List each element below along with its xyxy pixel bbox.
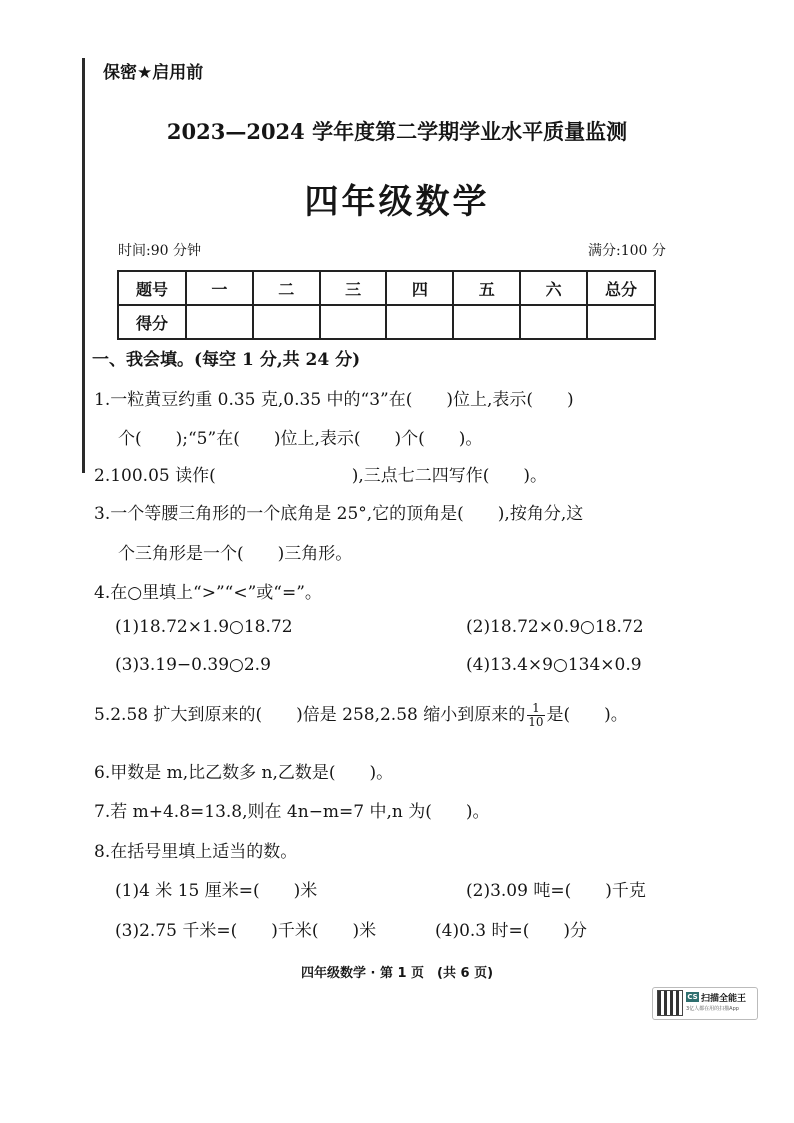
score-entry-cell[interactable] bbox=[520, 305, 587, 339]
scanner-app-name: 扫描全能王 bbox=[701, 994, 747, 1004]
question-7: 7.若 m+4.8=13.8,则在 4n−m=7 中,n 为( )。 bbox=[94, 802, 490, 822]
score-entry-cell[interactable] bbox=[587, 305, 655, 339]
table-cell: 得分 bbox=[118, 305, 186, 339]
table-cell: 五 bbox=[453, 271, 520, 305]
question-6: 6.甲数是 m,比乙数多 n,乙数是( )。 bbox=[94, 763, 394, 783]
question-8-part-2: (2)3.09 吨=( )千克 bbox=[466, 881, 646, 901]
score-entry-cell[interactable] bbox=[186, 305, 253, 339]
one-tenth-fraction bbox=[527, 702, 544, 729]
question-2: 2.100.05 读作( ),三点七二四写作( )。 bbox=[94, 466, 548, 486]
table-cell: 总分 bbox=[587, 271, 655, 305]
score-table-header-row bbox=[118, 271, 655, 305]
question-3-line-1: 3.一个等腰三角形的一个底角是 25°,它的顶角是( ),按角分,这 bbox=[94, 504, 584, 524]
question-1-line-1: 1.一粒黄豆约重 0.35 克,0.35 中的“3”在( )位上,表示( ) bbox=[94, 390, 574, 410]
score-table-score-row bbox=[118, 305, 655, 339]
confidential-label: 保密★启用前 bbox=[103, 63, 204, 83]
full-score: 满分:100 分 bbox=[588, 243, 666, 259]
score-entry-cell[interactable] bbox=[453, 305, 520, 339]
question-8: 8.在括号里填上适当的数。 bbox=[94, 842, 298, 862]
question-4: 4.在○里填上“>”“<”或“=”。 bbox=[94, 583, 322, 603]
score-table bbox=[117, 270, 656, 340]
question-4-part-4: (4)13.4×9○134×0.9 bbox=[466, 655, 642, 675]
table-cell: 六 bbox=[520, 271, 587, 305]
table-cell: 四 bbox=[386, 271, 453, 305]
scanner-tagline: 3亿人都在用的扫描App bbox=[686, 1006, 739, 1012]
exam-title: 2023—2024 学年度第二学期学业水平质量监测 bbox=[166, 119, 628, 144]
question-8-part-3: (3)2.75 千米=( )千米( )米 bbox=[115, 921, 377, 941]
question-3-line-2: 个三角形是一个( )三角形。 bbox=[118, 544, 353, 564]
qr-code-icon bbox=[657, 990, 683, 1016]
question-8-part-4: (4)0.3 时=( )分 bbox=[435, 921, 588, 941]
score-entry-cell[interactable] bbox=[253, 305, 320, 339]
camscanner-logo-icon: CS bbox=[687, 993, 698, 1001]
fraction-denominator: 10 bbox=[528, 715, 544, 729]
exam-time: 时间:90 分钟 bbox=[118, 243, 201, 259]
table-cell: 二 bbox=[253, 271, 320, 305]
question-4-part-2: (2)18.72×0.9○18.72 bbox=[466, 617, 644, 637]
table-cell: 三 bbox=[320, 271, 387, 305]
score-entry-cell[interactable] bbox=[320, 305, 387, 339]
question-4-part-1: (1)18.72×1.9○18.72 bbox=[115, 617, 293, 637]
table-cell: 题号 bbox=[118, 271, 186, 305]
question-5 bbox=[94, 700, 628, 729]
subject-title: 四年级数学 bbox=[304, 182, 490, 222]
fraction-numerator: 1 bbox=[527, 702, 544, 716]
table-cell: 一 bbox=[186, 271, 253, 305]
question-5-text-end: 是( )。 bbox=[546, 705, 628, 725]
section-heading: 一、我会填。(每空 1 分,共 24 分) bbox=[92, 350, 361, 370]
question-8-part-1: (1)4 米 15 厘米=( )米 bbox=[115, 881, 318, 901]
score-entry-cell[interactable] bbox=[386, 305, 453, 339]
page-footer: 四年级数学 · 第 1 页 (共 6 页) bbox=[300, 966, 494, 981]
question-4-part-3: (3)3.19−0.39○2.9 bbox=[115, 655, 271, 675]
question-5-text-start: 5.2.58 扩大到原来的( )倍是 258,2.58 缩小到原来的 bbox=[94, 705, 526, 725]
question-1-line-2: 个( );“5”在( )位上,表示( )个( )。 bbox=[118, 429, 483, 449]
